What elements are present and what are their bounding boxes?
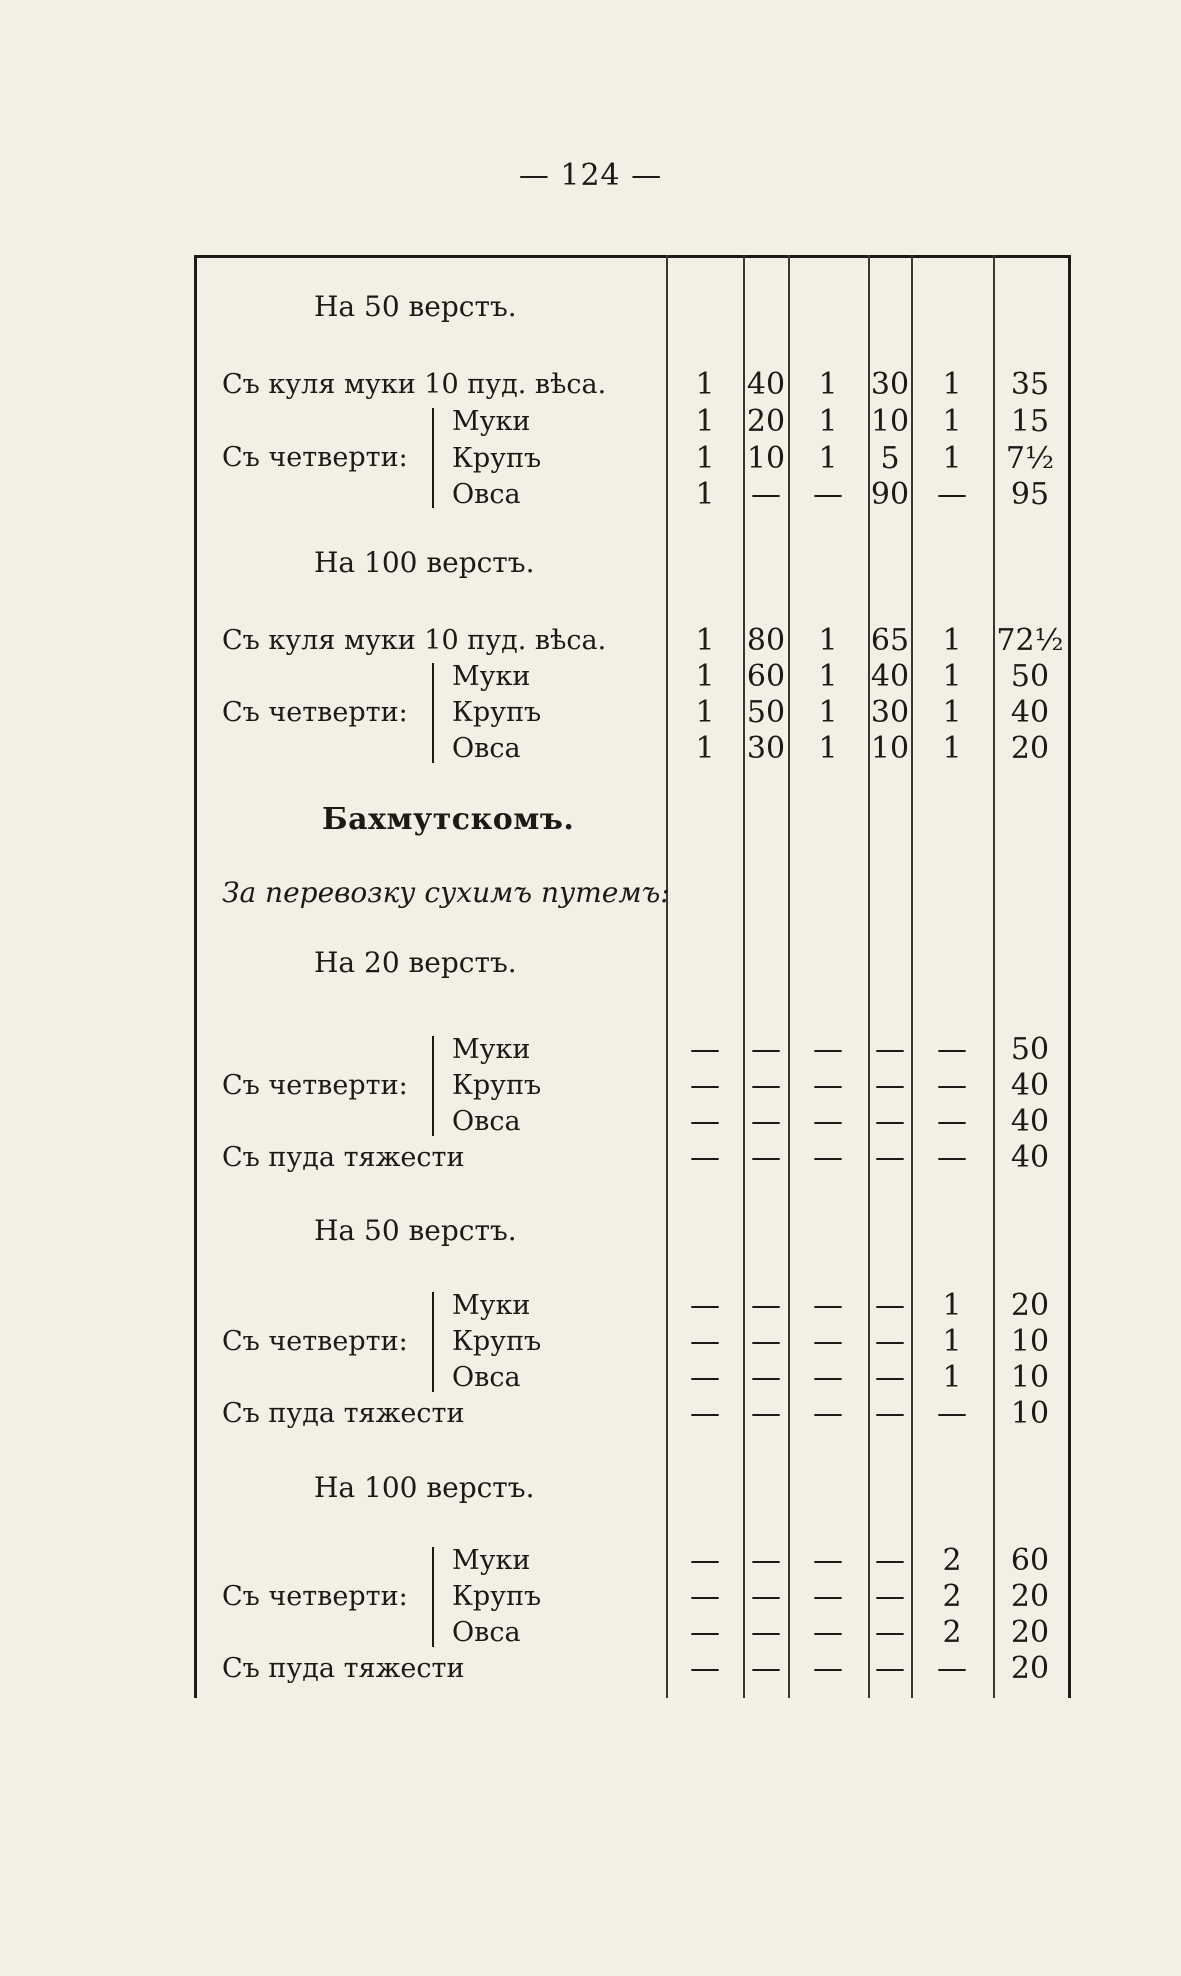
table-cell: 1 [695, 731, 715, 766]
table-cell: — [690, 1543, 720, 1578]
table-cell: 2 [942, 1543, 962, 1578]
table-cell: — [690, 1396, 720, 1431]
table-cell: — [751, 1140, 781, 1175]
table-row [194, 477, 1071, 513]
table-cell: — [690, 1615, 720, 1650]
table-cell: — [813, 1140, 843, 1175]
table-cell: 1 [818, 367, 838, 402]
table-cell: — [875, 1579, 905, 1614]
table-cell: 40 [746, 367, 786, 402]
table-cell: — [690, 1068, 720, 1103]
item-label: Крупъ [452, 443, 542, 474]
table-cell: 10 [1010, 1324, 1050, 1359]
table-cell: — [875, 1543, 905, 1578]
table-cell: 20 [1010, 1651, 1050, 1686]
distance-heading [194, 1470, 1071, 1506]
table-cell: — [690, 1651, 720, 1686]
table-cell: — [813, 1068, 843, 1103]
table-cell: 1 [942, 659, 962, 694]
table-cell: — [813, 477, 843, 512]
table-cell: — [690, 1288, 720, 1323]
table-cell: 40 [1010, 695, 1050, 730]
table-cell: — [937, 1032, 967, 1067]
section-subtitle [194, 875, 1071, 911]
table-cell: — [751, 1615, 781, 1650]
table-row [194, 1032, 1071, 1068]
table-row [194, 1104, 1071, 1140]
table-cell: 30 [870, 695, 910, 730]
table-cell: — [937, 1651, 967, 1686]
table-cell: — [690, 1579, 720, 1614]
table-cell: 20 [1010, 1615, 1050, 1650]
table-cell: 15 [1010, 404, 1050, 439]
row-label: Съ пуда тяжести [222, 1653, 465, 1684]
table-cell: 1 [942, 441, 962, 476]
table-cell: 40 [1010, 1140, 1050, 1175]
table-cell: — [751, 1324, 781, 1359]
item-label: Муки [452, 406, 531, 437]
distance-heading [194, 289, 1071, 325]
table-cell: — [937, 1396, 967, 1431]
table-row [194, 1360, 1071, 1396]
table-row [194, 1288, 1071, 1324]
item-label: Муки [452, 1034, 531, 1065]
table-row [194, 1140, 1071, 1176]
table-cell: — [751, 1396, 781, 1431]
table-row [194, 1396, 1071, 1432]
table-cell: — [690, 1104, 720, 1139]
table-cell: — [751, 1104, 781, 1139]
group-brace [432, 1292, 434, 1392]
table-cell: — [937, 1104, 967, 1139]
table-cell: — [875, 1651, 905, 1686]
table-cell: — [875, 1032, 905, 1067]
row-label: Съ пуда тяжести [222, 1398, 465, 1429]
group-brace [432, 1547, 434, 1647]
heading-text: Бахмутскомъ. [322, 802, 575, 837]
table-cell: 1 [695, 659, 715, 694]
table-cell: — [751, 477, 781, 512]
heading-text: На 100 верстъ. [314, 546, 535, 579]
group-label: Съ четверти: [222, 1326, 408, 1357]
table-row [194, 1651, 1071, 1687]
table-cell: 10 [1010, 1360, 1050, 1395]
table-cell: 20 [746, 404, 786, 439]
table-cell: 50 [1010, 659, 1050, 694]
table-cell: 60 [1010, 1543, 1050, 1578]
table-cell: — [875, 1288, 905, 1323]
table-cell: — [751, 1360, 781, 1395]
table-cell: — [875, 1360, 905, 1395]
table-cell: 90 [870, 477, 910, 512]
item-label: Овса [452, 1617, 521, 1648]
table-row [194, 731, 1071, 767]
item-label: Крупъ [452, 1070, 542, 1101]
item-label: Овса [452, 1362, 521, 1393]
group-brace [432, 663, 434, 763]
table-cell: — [813, 1396, 843, 1431]
table-cell: 20 [1010, 731, 1050, 766]
table-cell: 1 [695, 623, 715, 658]
table-row [194, 1543, 1071, 1579]
table-cell: — [813, 1579, 843, 1614]
item-label: Муки [452, 1290, 531, 1321]
table-cell: — [875, 1068, 905, 1103]
table-row [194, 367, 1071, 403]
table-cell: 2 [942, 1615, 962, 1650]
table-cell: 10 [746, 441, 786, 476]
table-cell: 1 [695, 404, 715, 439]
item-label: Крупъ [452, 1326, 542, 1357]
table-cell: 40 [1010, 1104, 1050, 1139]
heading-text: За перевозку сухимъ путемъ: [222, 876, 670, 909]
distance-heading [194, 1213, 1071, 1249]
table-cell: 1 [818, 404, 838, 439]
table-cell: 95 [1010, 477, 1050, 512]
table-cell: 20 [1010, 1579, 1050, 1614]
table-cell: 1 [818, 623, 838, 658]
row-label: Съ пуда тяжести [222, 1142, 465, 1173]
table-cell: 10 [870, 404, 910, 439]
item-label: Муки [452, 1545, 531, 1576]
table-row [194, 1615, 1071, 1651]
item-label: Овса [452, 1106, 521, 1137]
table-cell: 35 [1010, 367, 1050, 402]
heading-text: На 50 верстъ. [314, 1214, 517, 1247]
table-row [194, 659, 1071, 695]
group-label: Съ четверти: [222, 1581, 408, 1612]
table-cell: 72½ [996, 623, 1064, 658]
row-label: Съ куля муки 10 пуд. вѣса. [222, 625, 607, 656]
table-cell: 40 [1010, 1068, 1050, 1103]
table-cell: — [813, 1651, 843, 1686]
row-label: Съ куля муки 10 пуд. вѣса. [222, 369, 607, 400]
table-cell: 1 [695, 367, 715, 402]
table-cell: 1 [818, 695, 838, 730]
distance-heading [194, 945, 1071, 981]
heading-text: На 50 верстъ. [314, 290, 517, 323]
heading-text: На 20 верстъ. [314, 946, 517, 979]
table-cell: 80 [746, 623, 786, 658]
table-cell: — [751, 1579, 781, 1614]
table-cell: 1 [818, 441, 838, 476]
table-cell: 30 [870, 367, 910, 402]
table-cell: 1 [818, 731, 838, 766]
table-cell: — [875, 1324, 905, 1359]
table-cell: — [813, 1104, 843, 1139]
table-cell: 60 [746, 659, 786, 694]
table-cell: 7½ [1005, 441, 1055, 476]
table-cell: 1 [942, 695, 962, 730]
item-label: Крупъ [452, 697, 542, 728]
district-heading [194, 802, 1071, 838]
table-cell: 1 [942, 1324, 962, 1359]
table-cell: 1 [695, 441, 715, 476]
table-cell: — [751, 1032, 781, 1067]
table-cell: — [813, 1032, 843, 1067]
table-cell: 2 [942, 1579, 962, 1614]
table-cell: — [937, 1140, 967, 1175]
table-cell: 1 [942, 404, 962, 439]
table-cell: — [690, 1324, 720, 1359]
table-cell: 1 [942, 1288, 962, 1323]
item-label: Крупъ [452, 1581, 542, 1612]
table-cell: 65 [870, 623, 910, 658]
tariff-table [194, 255, 1071, 1698]
table-cell: 40 [870, 659, 910, 694]
table-cell: 30 [746, 731, 786, 766]
table-cell: — [751, 1068, 781, 1103]
table-cell: — [690, 1360, 720, 1395]
heading-text: На 100 верстъ. [314, 1471, 535, 1504]
group-brace [432, 408, 434, 508]
group-label: Съ четверти: [222, 442, 408, 473]
table-cell: 1 [695, 695, 715, 730]
table-cell: 1 [942, 1360, 962, 1395]
table-row [194, 404, 1071, 440]
table-cell: 1 [942, 731, 962, 766]
table-cell: 1 [942, 623, 962, 658]
group-brace [432, 1036, 434, 1136]
table-cell: — [875, 1140, 905, 1175]
table-cell: — [875, 1396, 905, 1431]
table-cell: 50 [1010, 1032, 1050, 1067]
table-cell: — [813, 1288, 843, 1323]
table-cell: — [751, 1651, 781, 1686]
item-label: Овса [452, 733, 521, 764]
table-cell: — [813, 1615, 843, 1650]
table-cell: — [875, 1615, 905, 1650]
table-cell: — [690, 1140, 720, 1175]
table-cell: 5 [880, 441, 900, 476]
table-row [194, 623, 1071, 659]
table-cell: 1 [695, 477, 715, 512]
group-label: Съ четверти: [222, 1070, 408, 1101]
table-cell: 1 [818, 659, 838, 694]
table-top-rule [194, 255, 1071, 258]
table-cell: — [937, 477, 967, 512]
table-cell: 1 [942, 367, 962, 402]
table-cell: 20 [1010, 1288, 1050, 1323]
table-cell: — [875, 1104, 905, 1139]
item-label: Муки [452, 661, 531, 692]
table-cell: 10 [1010, 1396, 1050, 1431]
table-cell: — [937, 1068, 967, 1103]
table-cell: — [751, 1288, 781, 1323]
item-label: Овса [452, 479, 521, 510]
group-label: Съ четверти: [222, 697, 408, 728]
table-cell: — [813, 1360, 843, 1395]
table-cell: 50 [746, 695, 786, 730]
page-number: — 124 — [518, 158, 663, 193]
table-cell: — [690, 1032, 720, 1067]
table-cell: — [813, 1543, 843, 1578]
distance-heading [194, 545, 1071, 581]
table-cell: — [751, 1543, 781, 1578]
table-cell: — [813, 1324, 843, 1359]
table-cell: 10 [870, 731, 910, 766]
